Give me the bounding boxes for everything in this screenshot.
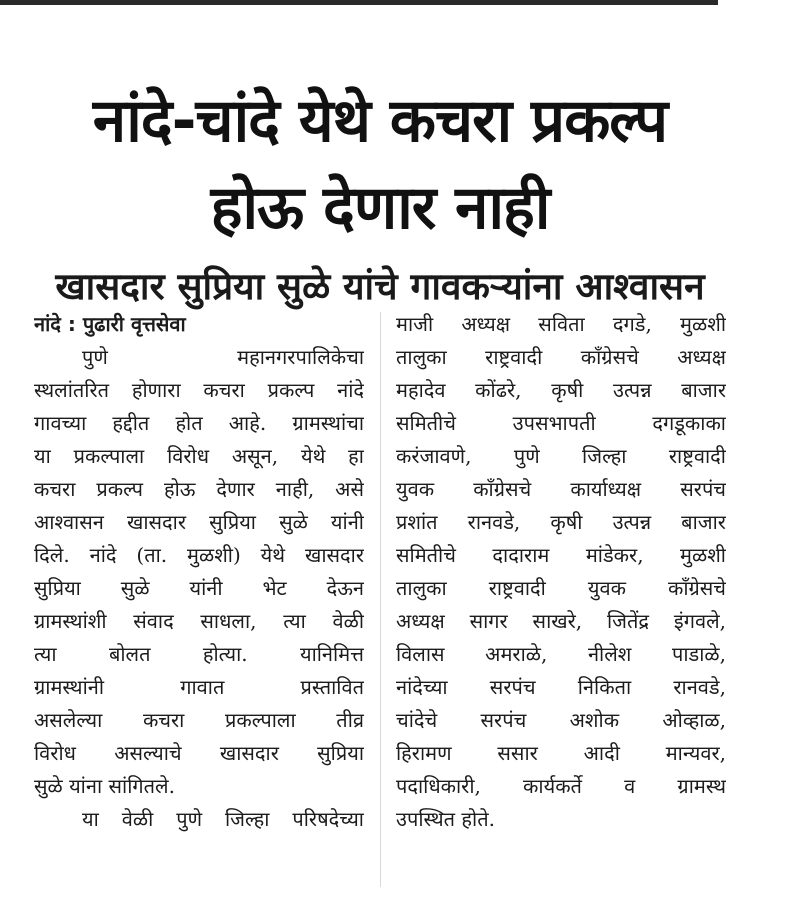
body-line: पदाधिकारी, कार्यकर्ते व ग्रामस्थ [396,774,726,798]
body-line: पुणे महानगरपालिकेचा [82,345,364,369]
body-line: या वेळी पुणे जिल्हा परिषदेच्या [82,807,364,831]
body-line: तालुका राष्ट्रवादी काँग्रेसचे अध्यक्ष [396,345,726,369]
body-line: सुप्रिया सुळे यांनी भेट देऊन [34,576,364,600]
body-line: दिले. नांदे (ता. मुळशी) येथे खासदार [34,543,364,567]
body-line: विरोध असल्याचे खासदार सुप्रिया [34,741,364,765]
body-line: अध्यक्ष सागर साखरे, जितेंद्र इंगवले, [396,609,726,633]
headline-line-1: नांदे-चांदे येथे कचरा प्रकल्प [92,86,668,157]
body-line: ग्रामस्थांनी गावात प्रस्तावित [34,675,364,699]
top-rule [0,0,718,5]
body-line: माजी अध्यक्ष सविता दगडे, मुळशी [396,312,726,336]
headline-line-2: होऊ देणार नाही [210,173,550,244]
body-line: उपस्थित होते. [396,807,495,831]
body-line: ग्रामस्थांशी संवाद साधला, त्या वेळी [34,609,364,633]
body-line: समितीचे दादाराम मांडेकर, मुळशी [396,543,726,567]
body-line: हिरामण ससार आदी मान्यवर, [396,741,726,765]
body-line: सुळे यांना सांगितले. [34,774,175,798]
article-column-right [396,308,726,836]
column-divider [380,312,381,887]
body-line: कचरा प्रकल्प होऊ देणार नाही, असे [34,477,364,501]
body-line: गावच्या हद्दीत होत आहे. ग्रामस्थांचा [34,411,364,435]
body-line: चांदेचे सरपंच अशोक ओव्हाळ, [396,708,726,732]
body-line: त्या बोलत होत्या. यानिमित्त [34,642,364,666]
body-line: असलेल्या कचरा प्रकल्पाला तीव्र [34,708,364,732]
body-line: स्थलांतरित होणारा कचरा प्रकल्प नांदे [34,378,364,402]
body-line: महादेव कोंढरे, कृषी उत्पन्न बाजार [396,378,726,402]
body-line: नांदेच्या सरपंच निकिता रानवडे, [396,675,726,699]
body-line: तालुका राष्ट्रवादी युवक काँग्रेसचे [396,576,726,600]
body-line: समितीचे उपसभापती दगडूकाका [396,411,726,435]
body-line: आश्वासन खासदार सुप्रिया सुळे यांनी [34,510,364,534]
body-line: या प्रकल्पाला विरोध असून, येथे हा [34,444,364,468]
article-column-left [34,308,364,836]
body-line: करंजावणे, पुणे जिल्हा राष्ट्रवादी [396,444,726,468]
subheadline: खासदार सुप्रिया सुळे यांचे गावकऱ्यांना आश्वासन [55,264,705,308]
body-line: विलास अमराळे, नीलेश पाडाळे, [396,642,726,666]
dateline: नांदे : पुढारी वृत्तसेवा [34,312,186,336]
body-line: प्रशांत रानवडे, कृषी उत्पन्न बाजार [396,510,726,534]
body-line: युवक काँग्रेसचे कार्याध्यक्ष सरपंच [396,477,726,501]
